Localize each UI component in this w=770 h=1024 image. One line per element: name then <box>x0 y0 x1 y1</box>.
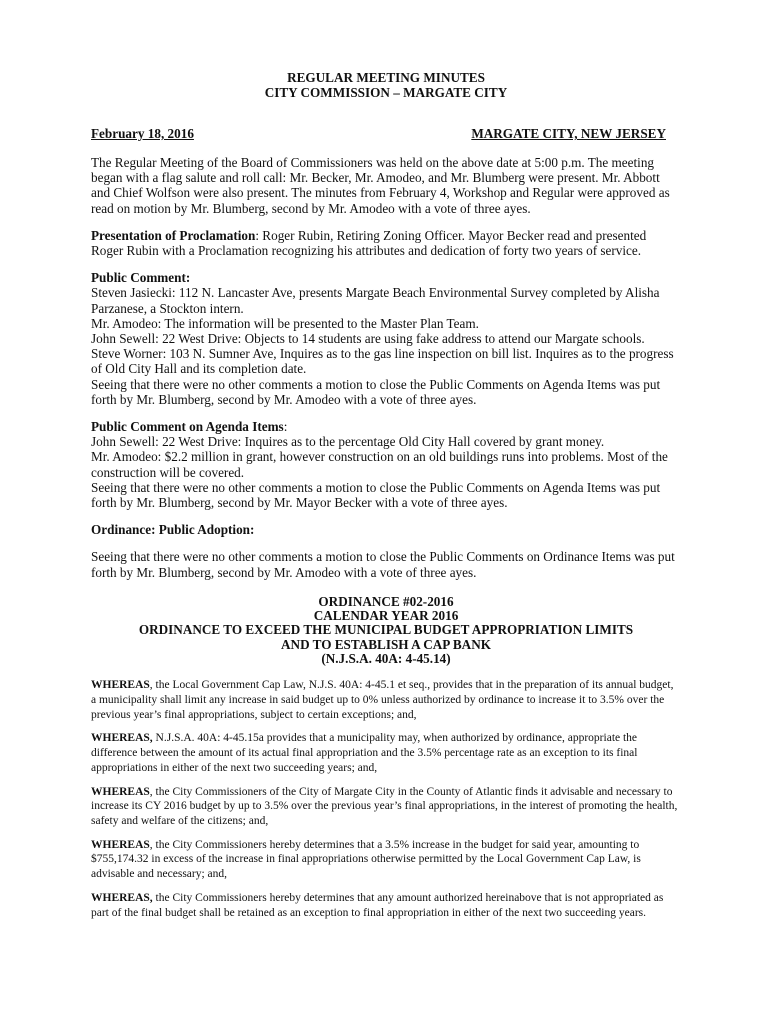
whereas-text: the City Commissioners hereby determines that any amount authorized hereinabove that is not appropriated as part of the final budget shall be retained as an exception to final appropriation in either of the next two succeeding years. <box>91 891 664 919</box>
agenda-comment-heading: Public Comment on Agenda Items <box>91 419 284 435</box>
public-comment-line: Seeing that there were no other comments a motion to close the Public Comments on Agenda Items was put forth by Mr. Blumberg, second by Mr. Amodeo with a vote of three ayes. <box>91 376 661 407</box>
public-comment-section <box>91 270 681 407</box>
whereas-text: , the Local Government Cap Law, N.J.S. 40A: 4-45.1 et seq., provides that in the preparation of its annual budget, a municipality shall limit any increase in said budget up to 0% unless authorized by ordinance to increase it to 3.5% over the previous year’s final appropriations, subject to certain exceptions; and, <box>91 679 674 721</box>
public-comment-heading: Public Comment: <box>91 270 191 286</box>
whereas-text: , the City Commissioners hereby determines that a 3.5% increase in the budget for said year, amounting to $755,174.32 in excess of the increase in final appropriations otherwise permitted by the Local Government Cap Law, is advisable and necessary; and, <box>91 838 641 881</box>
title-line-1: REGULAR MEETING MINUTES <box>287 70 485 85</box>
whereas-lead: WHEREAS, <box>91 732 153 745</box>
ordinance-citation: (N.J.S.A. 40A: 4-45.14) <box>321 651 451 667</box>
title-line-2: CITY COMMISSION – MARGATE CITY <box>264 85 508 100</box>
whereas-text: N.J.S.A. 40A: 4-45.15a provides that a municipality may, when authorized by ordinance, appropriate the difference between the amount of its actual final appropriation and the 3.5% percentage rate as an exception to its final appropriations in either of the next two succeeding years; and, <box>91 732 638 774</box>
dateline <box>91 126 681 141</box>
whereas-clause <box>91 891 681 920</box>
ordinance-subtitle: AND TO ESTABLISH A CAP BANK <box>281 636 491 652</box>
ordinance-adoption-heading <box>91 522 681 537</box>
meeting-location: MARGATE CITY, NEW JERSEY <box>471 126 666 141</box>
whereas-clause <box>91 838 681 882</box>
whereas-clause <box>91 678 681 722</box>
intro-paragraph: The Regular Meeting of the Board of Commissioners was held on the above date at 5:00 p.m. The meeting began with a flag salute and roll call: Mr. Becker, Mr. Amodeo, and Mr. Blumberg were present. Mr. Abbott and Chief Wolfson were also present. The minutes from February 4, Workshop and Regular were approved as read on motion by Mr. Blumberg, second by Mr. Amodeo with a vote of three ayes. <box>91 155 670 216</box>
agenda-comment-section <box>91 419 681 510</box>
ordinance-title-block <box>91 595 681 666</box>
whereas-lead: WHEREAS <box>91 679 150 692</box>
public-comment-line: John Sewell: 22 West Drive: Objects to 14 students are using fake address to attend our Margate schools. <box>91 331 645 347</box>
agenda-comment-line: John Sewell: 22 West Drive: Inquires as to the percentage Old City Hall covered by grant money. <box>91 434 605 450</box>
ordinance-year: CALENDAR YEAR 2016 <box>313 608 459 624</box>
agenda-comment-line: Seeing that there were no other comments a motion to close the Public Comments on Agenda Items was put forth by Mr. Blumberg, second by Mr. Mayor Becker with a vote of three ayes. <box>91 479 661 511</box>
proclamation-paragraph <box>91 228 681 258</box>
document-page <box>91 70 681 920</box>
proclamation-heading: Presentation of Proclamation <box>91 227 256 243</box>
document-title <box>91 70 681 100</box>
public-comment-line: Mr. Amodeo: The information will be presented to the Master Plan Team. <box>91 315 479 331</box>
ordinance-number: ORDINANCE #02-2016 <box>318 593 454 609</box>
ordinance-adoption-heading-text: Ordinance: Public Adoption: <box>91 522 255 538</box>
ordinance-title: ORDINANCE TO EXCEED THE MUNICIPAL BUDGET APPROPRIATION LIMITS <box>138 622 634 638</box>
ordinance-adoption-paragraph: Seeing that there were no other comments a motion to close the Public Comments on Ordinance Items was put forth by Mr. Blumberg, second by Mr. Amodeo with a vote of three ayes. <box>91 549 675 580</box>
proclamation-text: : Roger Rubin, Retiring Zoning Officer. Mayor Becker read and presented Roger Rubin with a Proclamation recognizing his attributes and dedication of forty two years of service. <box>91 227 647 259</box>
whereas-lead: WHEREAS <box>91 785 150 798</box>
whereas-lead: WHEREAS <box>91 838 150 851</box>
agenda-comment-line: Mr. Amodeo: $2.2 million in grant, however construction on an old buildings runs into problems. Most of the construction will be covered. <box>91 449 668 480</box>
meeting-date: February 18, 2016 <box>91 126 194 141</box>
public-comment-line: Steven Jasiecki: 112 N. Lancaster Ave, presents Margate Beach Environmental Survey completed by Alisha Parzanese, a Stockton intern. <box>91 285 660 316</box>
public-comment-line: Steve Worner: 103 N. Sumner Ave, Inquires as to the gas line inspection on bill list. Inquires as to the progress of Old City Hall and its completion date. <box>91 346 674 377</box>
agenda-comment-heading-suffix: : <box>283 419 288 435</box>
whereas-clause <box>91 785 681 829</box>
whereas-lead: WHEREAS, <box>91 891 153 904</box>
whereas-clause <box>91 731 681 775</box>
whereas-text: , the City Commissioners of the City of Margate City in the County of Atlantic finds it advisable and necessary to increase its CY 2016 budget by up to 3.5% over the previous year’s final appropriations, in the interest of promoting the health, safety and welfare of the citizens; and, <box>91 785 678 827</box>
